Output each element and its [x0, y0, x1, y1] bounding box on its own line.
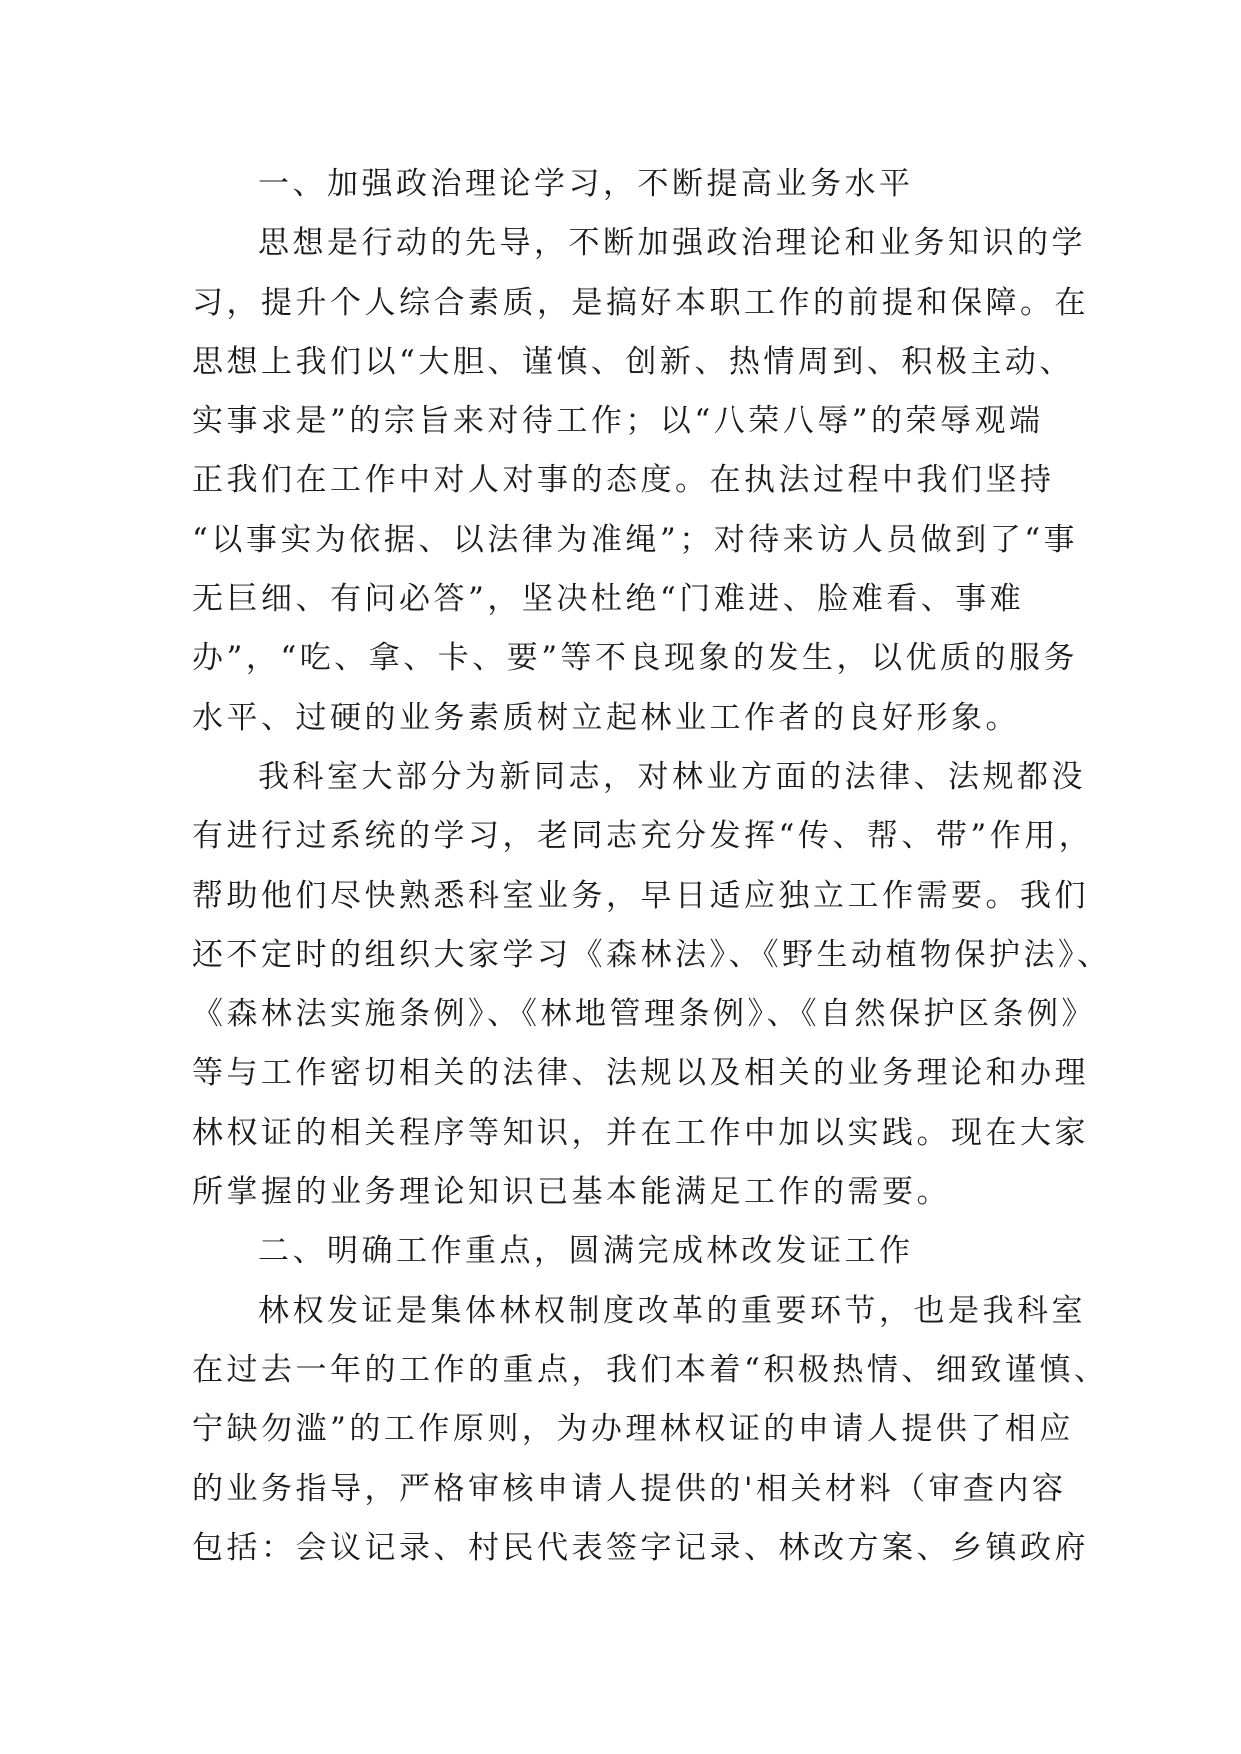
text-line: 宁缺勿滥”的工作原则，为办理林权证的申请人提供了相应 [192, 1411, 1074, 1448]
text-line: 思想上我们以“大胆、谨慎、创新、热情周到、积极主动、 [192, 343, 1074, 380]
text-line: 习，提升个人综合素质，是搞好本职工作的前提和保障。在 [192, 284, 1089, 321]
text-line: 等与工作密切相关的法律、法规以及相关的业务理论和办理 [192, 1055, 1089, 1092]
text-line: 《森林法实施条例》、《林地管理条例》、《自然保护区条例》 [192, 996, 1096, 1033]
text-line: 林权证的相关程序等知识，并在工作中加以实践。现在大家 [192, 1114, 1089, 1151]
text-line: 一、加强政治理论学习，不断提高业务水平 [258, 166, 914, 202]
text-line: 有进行过系统的学习，老同志充分发挥“传、帮、带”作用， [192, 818, 1094, 855]
text-line: 所掌握的业务理论知识已基本能满足工作的需要。 [192, 1174, 951, 1211]
text-line: 实事求是”的宗旨来对待工作；以“八荣八辱”的荣辱观端 [192, 403, 1044, 440]
text-line: 我科室大部分为新同志，对林业方面的法律、法规都没 [258, 758, 1086, 795]
text-line: 还不定时的组织大家学习《森林法》、《野生动植物保护法》、 [192, 936, 1112, 973]
text-line: “以事实为依据、以法律为准绳”；对待来访人员做到了“事 [192, 521, 1079, 558]
text-line: 正我们在工作中对人对事的态度。在执法过程中我们坚持 [192, 462, 1055, 499]
text-line: 思想是行动的先导，不断加强政治理论和业务知识的学 [258, 225, 1086, 262]
text-line: 在过去一年的工作的重点，我们本着“积极热情、细致谨慎、 [192, 1351, 1109, 1388]
text-line: 帮助他们尽快熟悉科室业务，早日适应独立工作需要。我们 [192, 877, 1089, 914]
text-line: 包括：会议记录、村民代表签字记录、林改方案、乡镇政府 [192, 1529, 1089, 1566]
text-line: 水平、过硬的业务素质树立起林业工作者的良好形象。 [192, 699, 1020, 736]
document-body [192, 155, 1112, 1578]
text-line: 的业务指导，严格审核申请人提供的'相关材料（审查内容 [192, 1470, 1067, 1507]
text-line: 林权发证是集体林权制度改革的重要环节，也是我科室 [258, 1292, 1086, 1329]
text-line: 无巨细、有问必答”，坚决杜绝“门难进、脸难看、事难 [192, 581, 1025, 618]
text-line: 办”，“吃、拿、卡、要”等不良现象的发生，以优质的服务 [192, 640, 1079, 677]
text-line: 二、明确工作重点，圆满完成林改发证工作 [258, 1233, 914, 1270]
